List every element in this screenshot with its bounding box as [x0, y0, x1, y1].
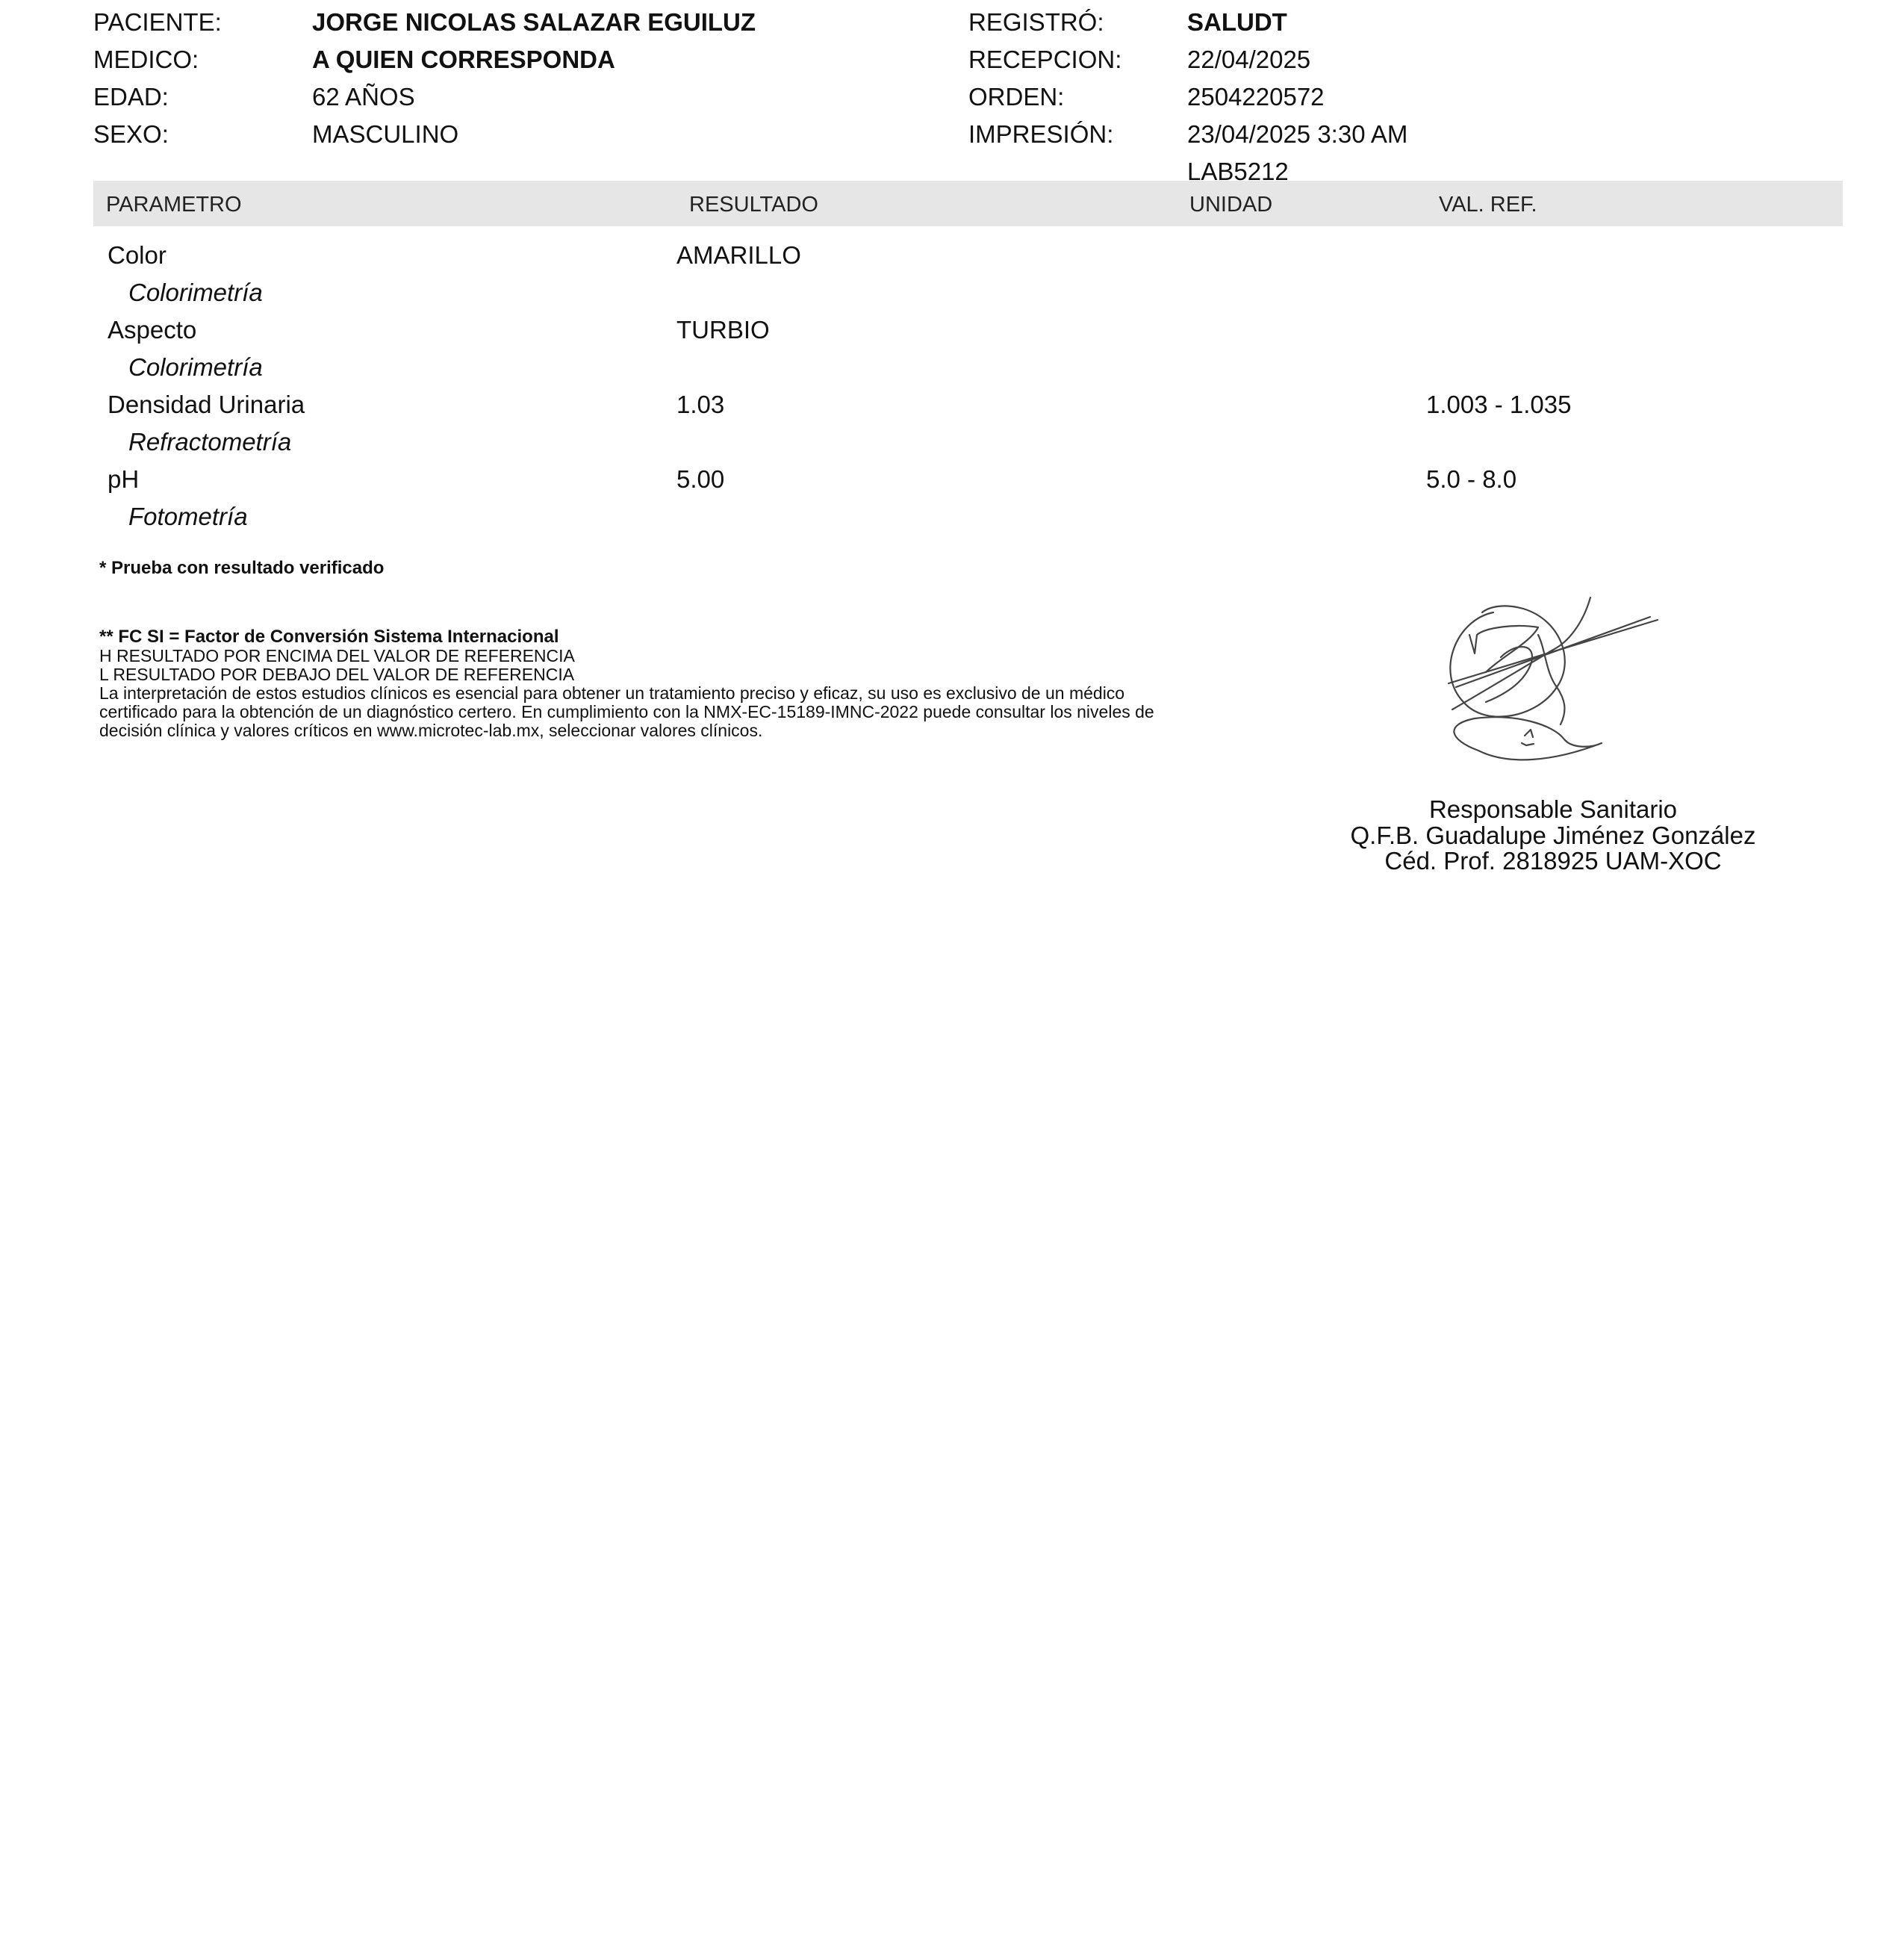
col-unidad: UNIDAD	[1189, 193, 1273, 217]
disclaimer-line: La interpretación de estos estudios clínicos es esencial para obtener un tratamiento preciso y eficaz, su uso es exclusivo de un médico	[99, 683, 1125, 703]
value-medico: A QUIEN CORRESPONDA	[312, 46, 615, 73]
resultado-cell: 5.00	[676, 465, 725, 493]
fc-si-note: ** FC SI = Factor de Conversión Sistema Internacional	[99, 627, 559, 647]
col-val-ref: VAL. REF.	[1439, 193, 1537, 217]
signature-cedula: Céd. Prof. 2818925 UAM-XOC	[1384, 847, 1722, 875]
metodo-cell: Colorimetría	[128, 279, 263, 306]
parametro-cell: Color	[108, 241, 167, 269]
parametro-cell: pH	[108, 465, 140, 493]
lab-code: LAB5212	[1187, 158, 1289, 185]
resultado-cell: TURBIO	[676, 316, 770, 344]
value-orden: 2504220572	[1187, 83, 1325, 111]
value-recepcion: 22/04/2025	[1187, 46, 1311, 73]
disclaimer-line: certificado para la obtención de un diagnóstico certero. En cumplimiento con la NMX-EC-15189-IMNC-2022 puede consultar los niveles de	[99, 702, 1154, 721]
signature-title: Responsable Sanitario	[1428, 795, 1678, 823]
parametro-cell: Densidad Urinaria	[108, 391, 305, 418]
label-sexo: SEXO:	[93, 120, 169, 148]
label-impresion: IMPRESIÓN:	[968, 120, 1114, 148]
results-table-header	[93, 181, 1843, 226]
value-impresion: 23/04/2025 3:30 AM	[1187, 120, 1408, 148]
l-legend: L RESULTADO POR DEBAJO DEL VALOR DE REFERENCIA	[99, 665, 575, 684]
label-recepcion: RECEPCION:	[968, 46, 1122, 73]
signature-image	[1434, 590, 1673, 777]
val-ref-cell: 5.0 - 8.0	[1426, 465, 1517, 493]
value-edad: 62 AÑOS	[312, 83, 415, 111]
label-medico: MEDICO:	[93, 46, 199, 73]
metodo-cell: Colorimetría	[128, 353, 263, 381]
label-orden: ORDEN:	[968, 83, 1065, 111]
value-sexo: MASCULINO	[312, 120, 459, 148]
verified-note: * Prueba con resultado verificado	[99, 558, 385, 578]
value-registro: SALUDT	[1187, 8, 1287, 36]
parametro-cell: Aspecto	[108, 316, 197, 344]
resultado-cell: 1.03	[676, 391, 725, 418]
label-edad: EDAD:	[93, 83, 169, 111]
val-ref-cell: 1.003 - 1.035	[1426, 391, 1572, 418]
col-parametro: PARAMETRO	[106, 193, 242, 217]
disclaimer-line: decisión clínica y valores críticos en www.microtec-lab.mx, seleccionar valores clínicos.	[99, 721, 763, 740]
metodo-cell: Refractometría	[128, 428, 292, 456]
col-resultado: RESULTADO	[689, 193, 818, 217]
h-legend: H RESULTADO POR ENCIMA DEL VALOR DE REFERENCIA	[99, 646, 575, 665]
metodo-cell: Fotometría	[128, 503, 248, 530]
label-registro: REGISTRÓ:	[968, 8, 1104, 36]
label-paciente: PACIENTE:	[93, 8, 222, 36]
resultado-cell: AMARILLO	[676, 241, 801, 269]
value-paciente: JORGE NICOLAS SALAZAR EGUILUZ	[312, 8, 756, 36]
signature-name: Q.F.B. Guadalupe Jiménez González	[1350, 822, 1756, 849]
